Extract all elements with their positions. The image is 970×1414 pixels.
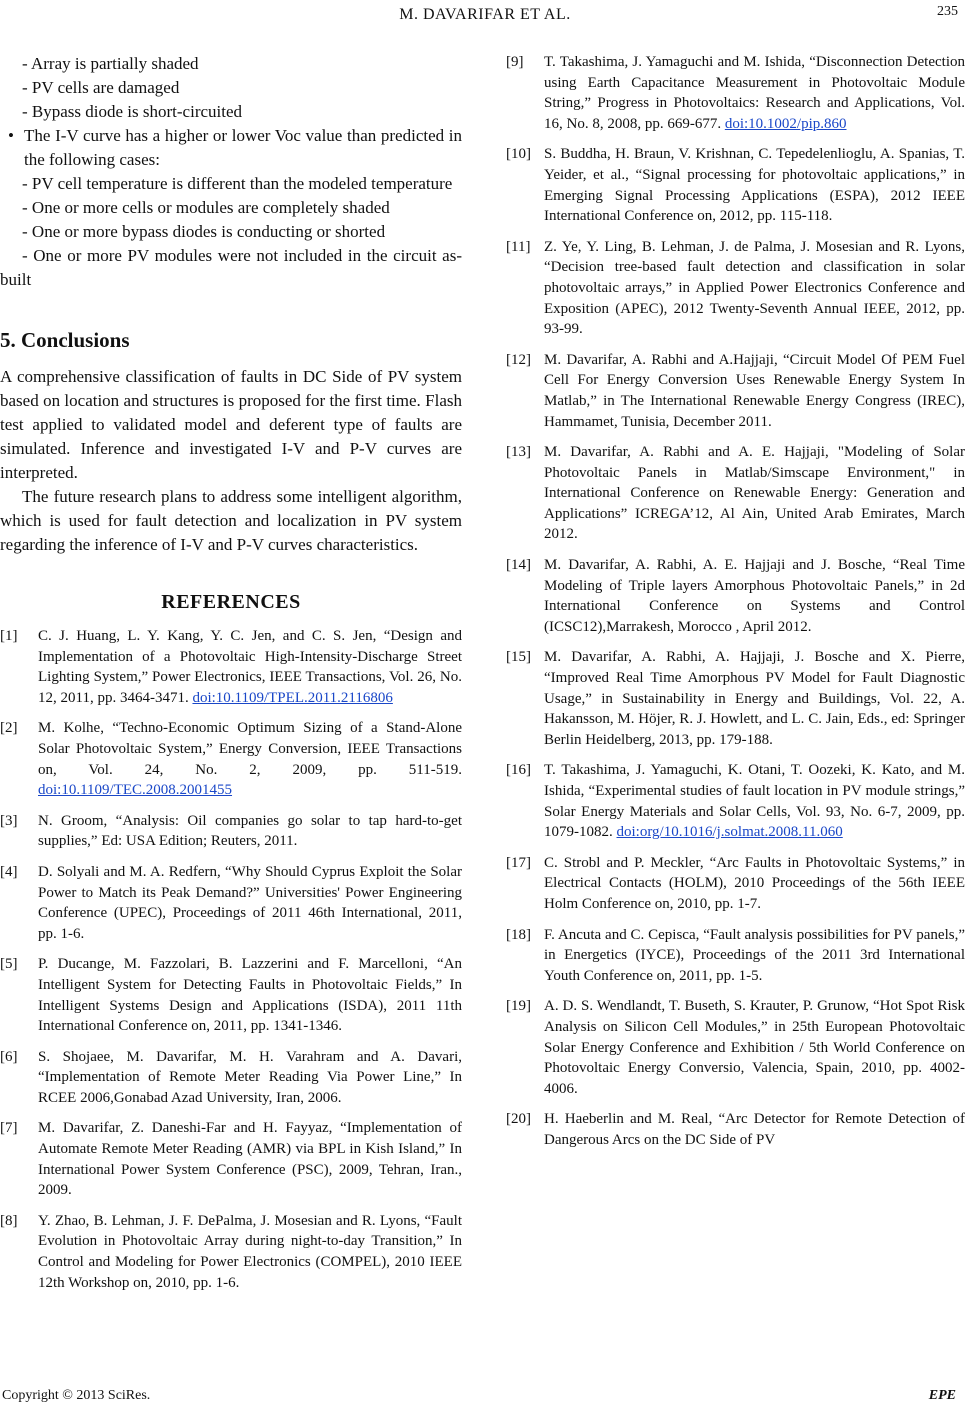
journal-abbrev: EPE [928,1388,956,1403]
reference-text [544,925,965,987]
reference-text [544,350,965,432]
list-item: - PV cells are damaged [22,78,180,97]
reference-citation: C. Strobl and P. Meckler, “Arc Faults in Photovoltaic Systems,” in Electrical Contacts (HOLM), 2010 Proceedings of the 56th IEEE Holm Conference on, 2010, pp. 1-7. [544,854,965,912]
reference-number: [5] [0,956,18,973]
reference-number: [17] [506,854,531,871]
reference-item [506,52,965,134]
reference-number: [7] [0,1120,18,1137]
list-item: - One or more cells or modules are completely shaded [22,198,390,217]
reference-item [506,760,965,842]
reference-text [38,718,462,800]
reference-item [0,811,462,852]
reference-number: [20] [506,1111,531,1128]
reference-text [544,442,965,545]
left-column [0,52,462,1303]
running-header: M. DAVARIFAR ET AL. [399,6,571,23]
list-item: - PV cell temperature is different than the modeled temperature [22,174,453,193]
reference-citation: S. Shojaee, M. Davarifar, M. H. Varahram and A. Davari, “Implementation of Remote Meter Reading Via Power Line,” In RCEE 2006,Gonabad Azad University, Iran, 2006. [38,1048,462,1106]
reference-citation: T. Takashima, J. Yamaguchi and M. Ishida, “Disconnection Detection using Earth Capacitance Measurement in Photovoltaic Module String,” Progress in Photovoltaics: Research and Applications, Vol. 16, No. 8, 2008, pp. 669-677. [544,54,965,132]
reference-item [0,626,462,708]
reference-citation: M. Davarifar, A. Rabhi and A. E. Hajjaji, "Modeling of Solar Photovoltaic Panels in Matlab/Simscape Environment," in International Conference on Renewable Energy: Generation and Applications” ICREGA’12, Al Ain, United Arab Emirates, March 2012. [544,444,965,543]
right-column [506,52,965,1161]
reference-item [506,237,965,340]
reference-citation: M. Davarifar, A. Rabhi, A. Hajjaji, J. Bosche and X. Pierre, “Improved Real Time Amorphous PV Model for Fault Diagnostic Usage,” in Sustainability in Energy and Buildings, Vol. 22, A. Hakansson, M. Höjer, R. J. Howlett, and L. C. Jain, Eds., ed: Springer Berlin Heidelberg, 2013, pp. 179-188. [544,649,965,748]
reference-text [38,862,462,944]
reference-number: [12] [506,351,531,368]
reference-number: [14] [506,557,531,574]
reference-item [0,718,462,800]
reference-citation: A. D. S. Wendlandt, T. Buseth, S. Krauter, P. Grunow, “Hot Spot Risk Analysis on Silicon Cell Modules,” in 25th European Photovoltaic Solar Energy Conference and Exhibition / 5th World Conference on Photovoltaic Energy Conversio, Valencia, Spain, 2010, pp. 4002-4006. [544,998,965,1097]
reference-item [0,1047,462,1109]
reference-number: [11] [506,238,531,255]
reference-number: [15] [506,649,531,666]
reference-text [544,853,965,915]
list-item: - Bypass diode is short-circuited [22,102,243,121]
reference-text [544,1109,965,1150]
bullet-icon: • [8,126,14,145]
reference-text [544,555,965,637]
reference-item [506,442,965,545]
reference-list [506,52,965,1151]
bullet-item [0,124,462,172]
reference-text [544,52,965,134]
list-item: - One or more bypass diodes is conducting or shorted [22,222,386,241]
reference-citation: T. Takashima, J. Yamaguchi, K. Otani, T. Oozeki, K. Kato, and M. Ishida, “Experimental studies of fault location in PV module strings,” Solar Energy Materials and Solar Cells, Vol. 93, No. 6-7, 2009, pp. 1079-1082. [544,762,965,841]
paragraph: A comprehensive classification of faults in DC Side of PV system based on location and structures is proposed for the first time. Flash test applied to validated model and deferent type of faults are simulated. Inference and investigated I-V and P-V curves are interpreted. [0,367,462,482]
reference-item [506,853,965,915]
doi-link[interactable]: doi:10.1109/TEC.2008.2001455 [38,782,233,799]
reference-citation: S. Buddha, H. Braun, V. Krishnan, C. Tepedelenlioglu, A. Spanias, T. Yeider, et al., “Signal processing for photovoltaic applications,” in Emerging Signal Processing Applications (ESPA), 2012 IEEE International Conference on, 2012, pp. 115-118. [544,146,965,225]
reference-citation: M. Davarifar, A. Rabhi, A. E. Hajjaji and J. Bosche, “Real Time Modeling of Triple layers Amorphous Photovoltaic Panels,” in 2d International Conference on Systems and Control (ICSC12),Marrakesh, Morocco , April 2012. [544,557,965,635]
page-number: 235 [937,4,958,19]
reference-citation: Y. Zhao, B. Lehman, J. F. DePalma, J. Mosesian and R. Lyons, “Fault Evolution in Photovoltaic Array during night-to-day Transition,” In Control and Modeling for Power Electronics (COMPEL), 2010 IEEE 12th Workshop on, 2010, pp. 1-6. [38,1212,462,1291]
reference-number: [1] [0,628,18,644]
reference-item [0,954,462,1036]
paragraph: The future research plans to address some intelligent algorithm, which is used for fault detection and localization in PV system regarding the inference of I-V and P-V curves characteristics. [0,487,462,554]
list-item: - One or more PV modules were not included in the circuit as-built [0,246,462,289]
reference-citation: Z. Ye, Y. Ling, B. Lehman, J. de Palma, J. Mosesian and R. Lyons, “Decision tree-based fault detection and classification in solar photovoltaic arrays,” in Applied Power Electronics Conference and Exposition (APEC), 2012 Twenty-Seventh Annual IEEE, 2012, pp. 93-99. [544,238,965,338]
reference-number: [18] [506,926,531,943]
reference-item [0,862,462,944]
reference-text [38,1211,462,1293]
reference-number: [2] [0,720,18,737]
reference-number: [8] [0,1212,18,1229]
reference-text [544,647,965,750]
reference-item [506,996,965,1099]
doi-link[interactable]: doi:org/10.1016/j.solmat.2008.11.060 [616,824,843,841]
references-heading: REFERENCES [161,591,301,613]
copyright: Copyright © 2013 SciRes. [2,1388,151,1403]
reference-text [544,237,965,340]
reference-number: [16] [506,762,531,779]
reference-text [544,760,965,842]
reference-item [506,555,965,637]
reference-item [506,144,965,226]
bullet-text: The I-V curve has a higher or lower Voc value than predicted in the following cases: [24,126,462,169]
reference-number: [19] [506,998,531,1015]
reference-number: [6] [0,1048,18,1065]
reference-citation: P. Ducange, M. Fazzolari, B. Lazzerini and F. Marcelloni, “An Intelligent System for Detecting Faults in Photovoltaic Fields,” In Intelligent Systems Design and Applications (ISDA), 2011 11th International Conference on, 2011, pp. 1341-1346. [38,956,462,1035]
reference-text [38,1118,462,1200]
reference-item [506,925,965,987]
reference-number: [3] [0,812,18,829]
reference-item [506,1109,965,1150]
reference-citation: H. Haeberlin and M. Real, “Arc Detector for Remote Detection of Dangerous Arcs on the DC Side of PV [544,1111,965,1148]
reference-citation: M. Kolhe, “Techno-Economic Optimum Sizing of a Stand-Alone Solar Photovoltaic System,” Energy Conversion, IEEE Transactions on, Vol. 24, No. 2, 2009, pp. 511-519. [38,720,462,778]
reference-citation: M. Davarifar, A. Rabhi and A.Hajjaji, “Circuit Model Of PEM Fuel Cell For Energy Conversion Uses Renewable Energy System In Matlab,” in The International Renewable Energy Congress (IREC), Hammamet, Tunisia, December 2011. [544,351,965,430]
reference-citation: M. Davarifar, Z. Daneshi-Far and H. Fayyaz, “Implementation of Automate Remote Meter Reading (AMR) via BPL in Kish Island,” In International Power System Conference (PSC), 2009, Tehran, Iran., 2009. [38,1120,462,1199]
reference-citation: N. Groom, “Analysis: Oil companies go solar to tap hard-to-get supplies,” Ed: USA Edition; Reuters, 2011. [38,812,462,850]
reference-text [544,144,965,226]
reference-item [506,350,965,432]
list-item: - Array is partially shaded [22,54,199,73]
reference-number: [13] [506,444,531,461]
reference-text [38,811,462,852]
doi-link[interactable]: doi:10.1002/pip.860 [724,115,847,132]
section-heading: 5. Conclusions [0,328,130,352]
reference-text [38,626,462,708]
doi-link[interactable]: doi:10.1109/TPEL.2011.2116806 [192,689,393,706]
reference-text [38,954,462,1036]
reference-item [506,647,965,750]
reference-text [38,1047,462,1109]
reference-item [0,1118,462,1200]
reference-item [0,1211,462,1293]
reference-citation: C. J. Huang, L. Y. Kang, Y. C. Jen, and C. S. Jen, “Design and Implementation of a Photovoltaic High-Intensity-Discharge Street Lighting System,” Power Electronics, IEEE Transactions, Vol. 26, No. 12, 2011, pp. 3464-3471. [38,628,462,706]
reference-number: [4] [0,863,18,880]
reference-number: [10] [506,146,531,163]
reference-citation: D. Solyali and M. A. Redfern, “Why Should Cyprus Exploit the Solar Power to Match its Peak Demand?” Universities' Power Engineering Conference (UPEC), Proceedings of 2011 46th International, 2011, pp. 1-6. [38,863,462,942]
reference-list [0,626,462,1293]
reference-number: [9] [506,54,524,70]
reference-citation: F. Ancuta and C. Cepisca, “Fault analysis possibilities for PV panels,” in Energetics (IYCE), Proceedings of the 2011 3rd International Youth Conference on, 2011, pp. 1-5. [544,926,965,984]
reference-text [544,996,965,1099]
